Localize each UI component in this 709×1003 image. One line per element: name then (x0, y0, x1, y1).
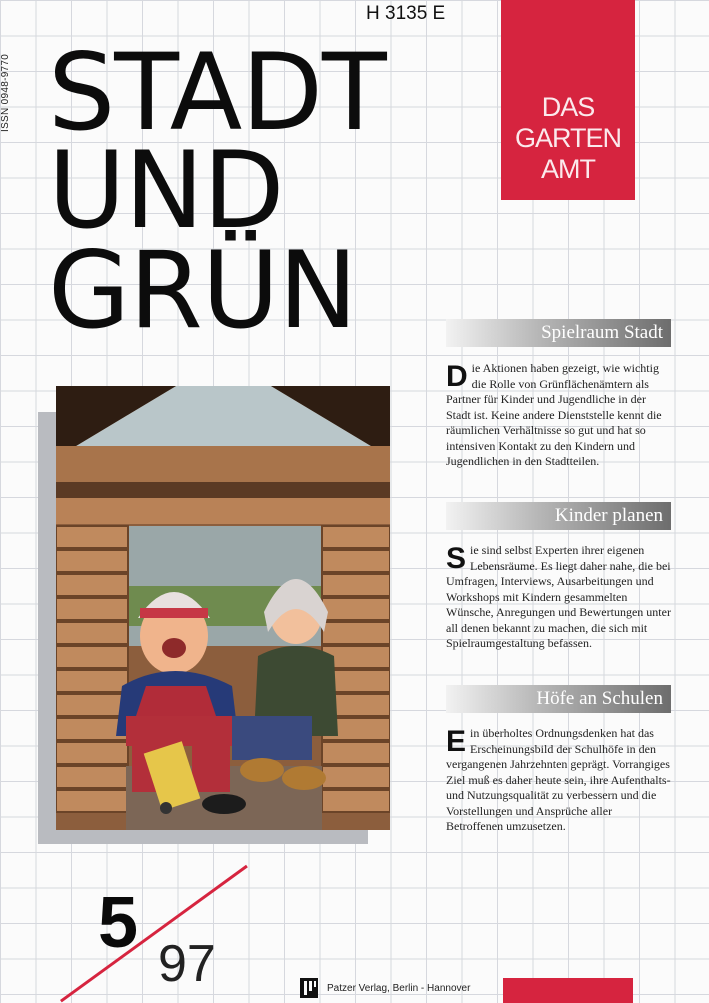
children-in-wooden-playhouse-image (56, 386, 390, 830)
publisher-logo-icon (300, 978, 318, 998)
section-paragraph-kinder-planen (446, 543, 672, 652)
issue-slash-line (60, 865, 248, 1003)
paragraph-text: ie Aktionen haben gezeigt, wie wichtig die Rolle von Grünflächenämtern als Partner für Kinder und Jugendliche in der Stadt ist. Keine andere Dienststelle kennt die räumlichen Verhältnisse so gut und hat so intensiven Kontakt zu den Kindern und Jugendlichen in den Stadtteilen. (446, 361, 662, 468)
paragraph-text: ie sind selbst Experten ihrer eigenen Lebensräume. Es liegt daher nahe, die bei Umfragen, Interviews, Ausarbeitungen und Workshops mit Kindern gesammelten Wünsche, Anregungen und Bewertungen unter all denen bekannt zu machen, die sich mit Spielraumgestaltung befassen. (446, 543, 671, 650)
section-paragraph-hoefe-an-schulen (446, 726, 672, 835)
magazine-title-line-3: GRÜN (48, 229, 357, 352)
badge-line-1: DAS (541, 92, 595, 122)
drop-cap: D (446, 360, 468, 393)
bottom-accent-bar (503, 978, 633, 1003)
drop-cap: S (446, 542, 467, 575)
magazine-title-line-2: UND (48, 129, 284, 252)
issn-number: ISSN 0948-9770 (0, 53, 11, 132)
publisher-name: Patzer Verlag, Berlin - Hannover (327, 983, 471, 994)
section-heading-hoefe-an-schulen: Höfe an Schulen (446, 685, 671, 713)
section-paragraph-spielraum-stadt (446, 361, 672, 470)
cover-photo (56, 386, 390, 830)
paragraph-text: in überholtes Ordnungsdenken hat das Erscheinungsbild der Schulhöfe in den vergangenen Jahrzehnten geprägt. Vorrangiges Ziel muß es daher heute sein, ihre Aufenthalts- und Nutzungsqualität zu verbessern und die Vorstellungen und Ansprüche aller Betroffenen umzusetzen. (446, 726, 671, 833)
product-code: H 3135 E (366, 3, 446, 24)
subtitle-badge (501, 0, 635, 200)
issue-number: 5 (98, 883, 139, 963)
drop-cap: E (446, 725, 467, 758)
section-heading-kinder-planen: Kinder planen (446, 502, 671, 530)
issue-year: 97 (158, 935, 216, 993)
section-heading-spielraum-stadt: Spielraum Stadt (446, 319, 671, 347)
subtitle-badge-text (501, 92, 635, 185)
magazine-title-line-1: STADT (48, 31, 386, 154)
badge-line-2: GARTEN (514, 123, 622, 153)
badge-line-3: AMT (541, 154, 595, 184)
